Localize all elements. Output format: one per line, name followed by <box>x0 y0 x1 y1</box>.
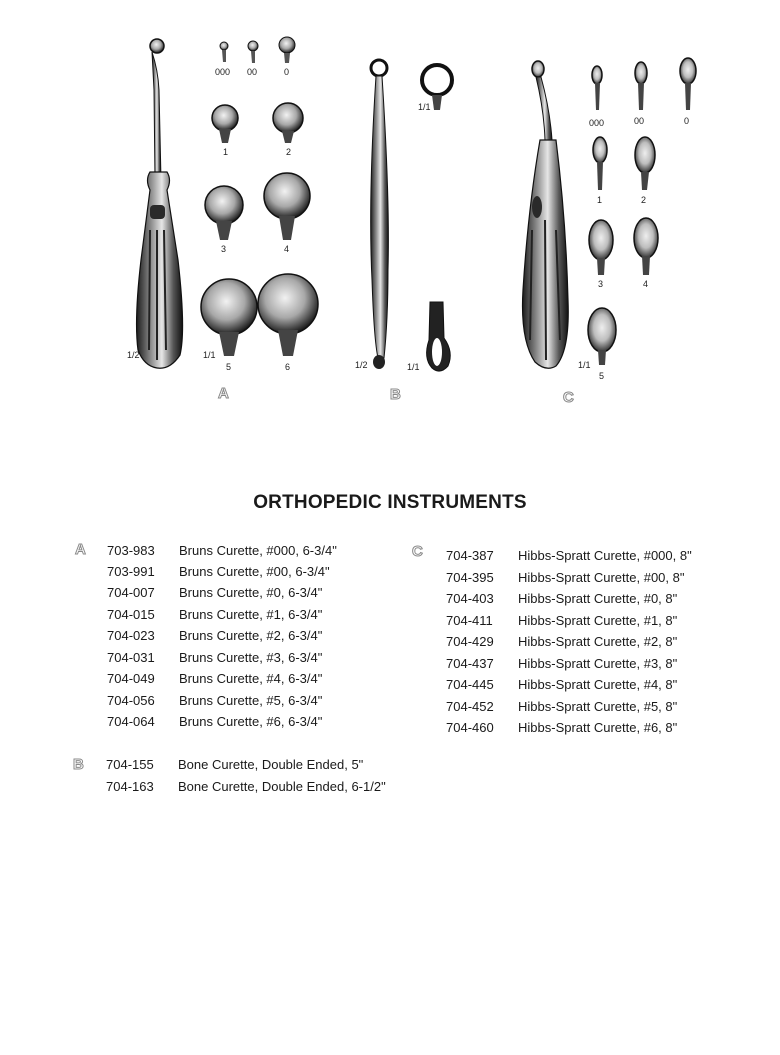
bruns-cup-sizes <box>201 37 318 356</box>
item-description: Hibbs-Spratt Curette, #3, 8" <box>518 656 678 671</box>
svg-text:0: 0 <box>684 116 690 126</box>
svg-text:000: 000 <box>589 118 605 128</box>
svg-text:1: 1 <box>223 147 229 157</box>
item-description: Hibbs-Spratt Curette, #1, 8" <box>518 613 678 628</box>
item-description: Hibbs-Spratt Curette, #5, 8" <box>518 699 678 714</box>
svg-text:2: 2 <box>286 147 292 157</box>
svg-text:00: 00 <box>247 67 258 77</box>
item-code: 704-155 <box>106 757 154 772</box>
section-a-letter: A <box>75 541 86 558</box>
page-title: ORTHOPEDIC INSTRUMENTS <box>253 492 527 513</box>
item-description: Bruns Curette, #3, 6-3/4" <box>179 650 323 665</box>
svg-text:4: 4 <box>284 244 290 254</box>
item-code: 704-163 <box>106 779 154 794</box>
panel-a-letter: A <box>218 385 229 402</box>
item-description: Hibbs-Spratt Curette, #6, 8" <box>518 720 678 735</box>
svg-text:000: 000 <box>215 67 231 77</box>
item-description: Bruns Curette, #1, 6-3/4" <box>179 607 323 622</box>
item-code: 704-387 <box>446 548 494 563</box>
item-code: 704-445 <box>446 677 494 692</box>
item-code: 704-437 <box>446 656 494 671</box>
svg-text:1: 1 <box>597 195 603 205</box>
panel-b-scale-top: 1/1 <box>418 102 431 112</box>
item-code: 704-395 <box>446 570 494 585</box>
item-description: Hibbs-Spratt Curette, #2, 8" <box>518 634 678 649</box>
svg-text:5: 5 <box>599 371 605 381</box>
item-description: Hibbs-Spratt Curette, #00, 8" <box>518 570 685 585</box>
item-description: Hibbs-Spratt Curette, #000, 8" <box>518 548 692 563</box>
panel-b-letter: B <box>390 386 401 403</box>
item-code: 704-429 <box>446 634 494 649</box>
item-code: 704-460 <box>446 720 494 735</box>
item-code: 704-023 <box>107 628 155 643</box>
item-description: Bruns Curette, #5, 6-3/4" <box>179 693 323 708</box>
item-code: 703-991 <box>107 564 155 579</box>
item-code: 704-452 <box>446 699 494 714</box>
item-code: 704-411 <box>446 613 493 628</box>
svg-text:1/2: 1/2 <box>127 350 140 360</box>
item-code: 704-031 <box>107 650 155 665</box>
item-code: 704-015 <box>107 607 155 622</box>
item-description: Bone Curette, Double Ended, 6-1/2" <box>178 779 386 794</box>
panel-b-scale-bottom: 1/1 <box>407 362 420 372</box>
panel-c-letter: C <box>563 389 574 406</box>
section-b-letter: B <box>73 756 84 773</box>
bruns-curette-drawing <box>137 39 183 368</box>
item-description: Bruns Curette, #0, 6-3/4" <box>179 585 323 600</box>
svg-text:1/1: 1/1 <box>578 360 591 370</box>
hibbs-spratt-curette-drawing <box>523 61 569 368</box>
item-description: Bruns Curette, #4, 6-3/4" <box>179 671 323 686</box>
instrument-illustration <box>0 0 780 420</box>
item-description: Bruns Curette, #000, 6-3/4" <box>179 543 337 558</box>
svg-text:3: 3 <box>221 244 227 254</box>
item-code: 704-403 <box>446 591 494 606</box>
svg-text:3: 3 <box>598 279 604 289</box>
svg-text:5: 5 <box>226 362 232 372</box>
item-description: Bruns Curette, #2, 6-3/4" <box>179 628 323 643</box>
double-ended-curette-drawing <box>371 60 452 371</box>
section-c-letter: C <box>412 543 423 560</box>
item-description: Bone Curette, Double Ended, 5" <box>178 757 364 772</box>
svg-text:2: 2 <box>641 195 647 205</box>
item-code: 704-007 <box>107 585 155 600</box>
svg-text:6: 6 <box>285 362 291 372</box>
svg-text:0: 0 <box>284 67 290 77</box>
item-code: 704-064 <box>107 714 155 729</box>
panel-b-scale-handle: 1/2 <box>355 360 368 370</box>
item-code: 703-983 <box>107 543 155 558</box>
svg-text:1/1: 1/1 <box>203 350 216 360</box>
item-description: Hibbs-Spratt Curette, #0, 8" <box>518 591 678 606</box>
item-description: Hibbs-Spratt Curette, #4, 8" <box>518 677 678 692</box>
svg-text:4: 4 <box>643 279 649 289</box>
item-description: Bruns Curette, #6, 6-3/4" <box>179 714 323 729</box>
item-code: 704-056 <box>107 693 155 708</box>
svg-text:00: 00 <box>634 116 645 126</box>
item-code: 704-049 <box>107 671 155 686</box>
item-description: Bruns Curette, #00, 6-3/4" <box>179 564 330 579</box>
hibbs-spratt-cup-sizes <box>588 58 696 365</box>
